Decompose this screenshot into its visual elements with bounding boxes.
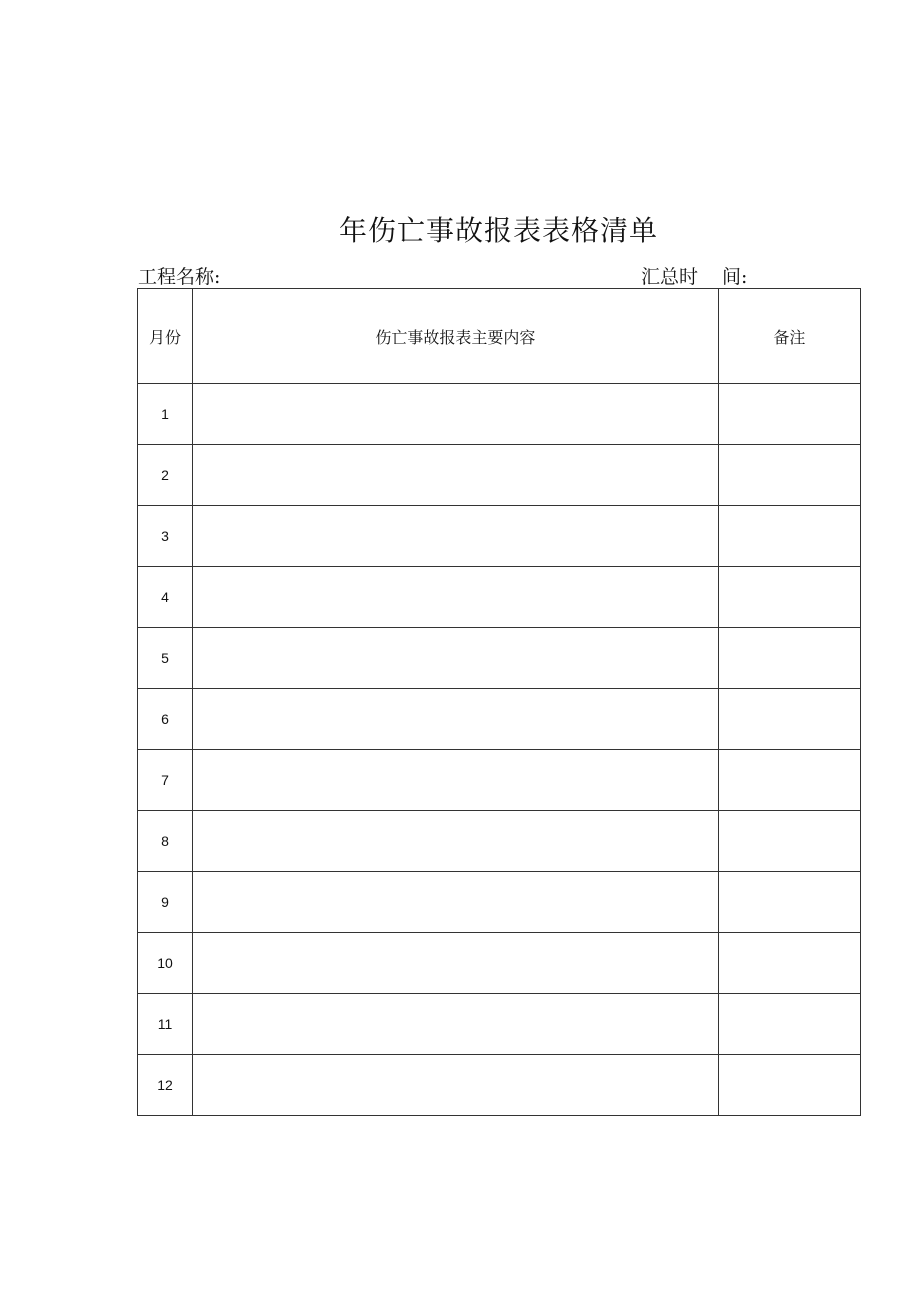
summary-time-label-suffix: 间:	[722, 266, 748, 288]
page-title: 年伤亡事故报表表格清单	[338, 214, 658, 247]
header-remarks: 备注	[718, 289, 860, 384]
remarks-cell[interactable]	[718, 811, 860, 872]
month-cell: 12	[138, 1055, 193, 1116]
month-cell: 6	[138, 689, 193, 750]
remarks-cell[interactable]	[718, 689, 860, 750]
table-row	[138, 811, 861, 872]
table-row	[138, 384, 861, 445]
table-row	[138, 506, 861, 567]
table-row	[138, 567, 861, 628]
remarks-cell[interactable]	[718, 1055, 860, 1116]
header-content: 伤亡事故报表主要内容	[193, 289, 719, 384]
month-cell: 5	[138, 628, 193, 689]
content-cell[interactable]	[193, 994, 719, 1055]
remarks-cell[interactable]	[718, 750, 860, 811]
content-cell[interactable]	[193, 872, 719, 933]
content-cell[interactable]	[193, 750, 719, 811]
content-cell[interactable]	[193, 689, 719, 750]
table-row	[138, 689, 861, 750]
project-name-label: 工程名称:	[138, 266, 221, 288]
content-cell[interactable]	[193, 445, 719, 506]
table-header-row	[138, 289, 861, 384]
content-cell[interactable]	[193, 1055, 719, 1116]
month-cell: 10	[138, 933, 193, 994]
month-cell: 2	[138, 445, 193, 506]
table-row	[138, 628, 861, 689]
remarks-cell[interactable]	[718, 567, 860, 628]
content-cell[interactable]	[193, 567, 719, 628]
table-row	[138, 994, 861, 1055]
remarks-cell[interactable]	[718, 933, 860, 994]
month-cell: 7	[138, 750, 193, 811]
table-row	[138, 1055, 861, 1116]
accident-report-table	[137, 288, 861, 1116]
remarks-cell[interactable]	[718, 994, 860, 1055]
month-cell: 3	[138, 506, 193, 567]
table-body	[138, 384, 861, 1116]
month-cell: 4	[138, 567, 193, 628]
remarks-cell[interactable]	[718, 384, 860, 445]
table-row	[138, 750, 861, 811]
remarks-cell[interactable]	[718, 872, 860, 933]
content-cell[interactable]	[193, 811, 719, 872]
table-row	[138, 872, 861, 933]
header-month: 月份	[138, 289, 193, 384]
month-cell: 8	[138, 811, 193, 872]
remarks-cell[interactable]	[718, 506, 860, 567]
content-cell[interactable]	[193, 933, 719, 994]
table-row	[138, 445, 861, 506]
remarks-cell[interactable]	[718, 628, 860, 689]
month-cell: 9	[138, 872, 193, 933]
content-cell[interactable]	[193, 506, 719, 567]
content-cell[interactable]	[193, 384, 719, 445]
content-cell[interactable]	[193, 628, 719, 689]
remarks-cell[interactable]	[718, 445, 860, 506]
table-row	[138, 933, 861, 994]
month-cell: 1	[138, 384, 193, 445]
month-cell: 11	[138, 994, 193, 1055]
summary-time-label: 汇总时	[641, 266, 699, 288]
